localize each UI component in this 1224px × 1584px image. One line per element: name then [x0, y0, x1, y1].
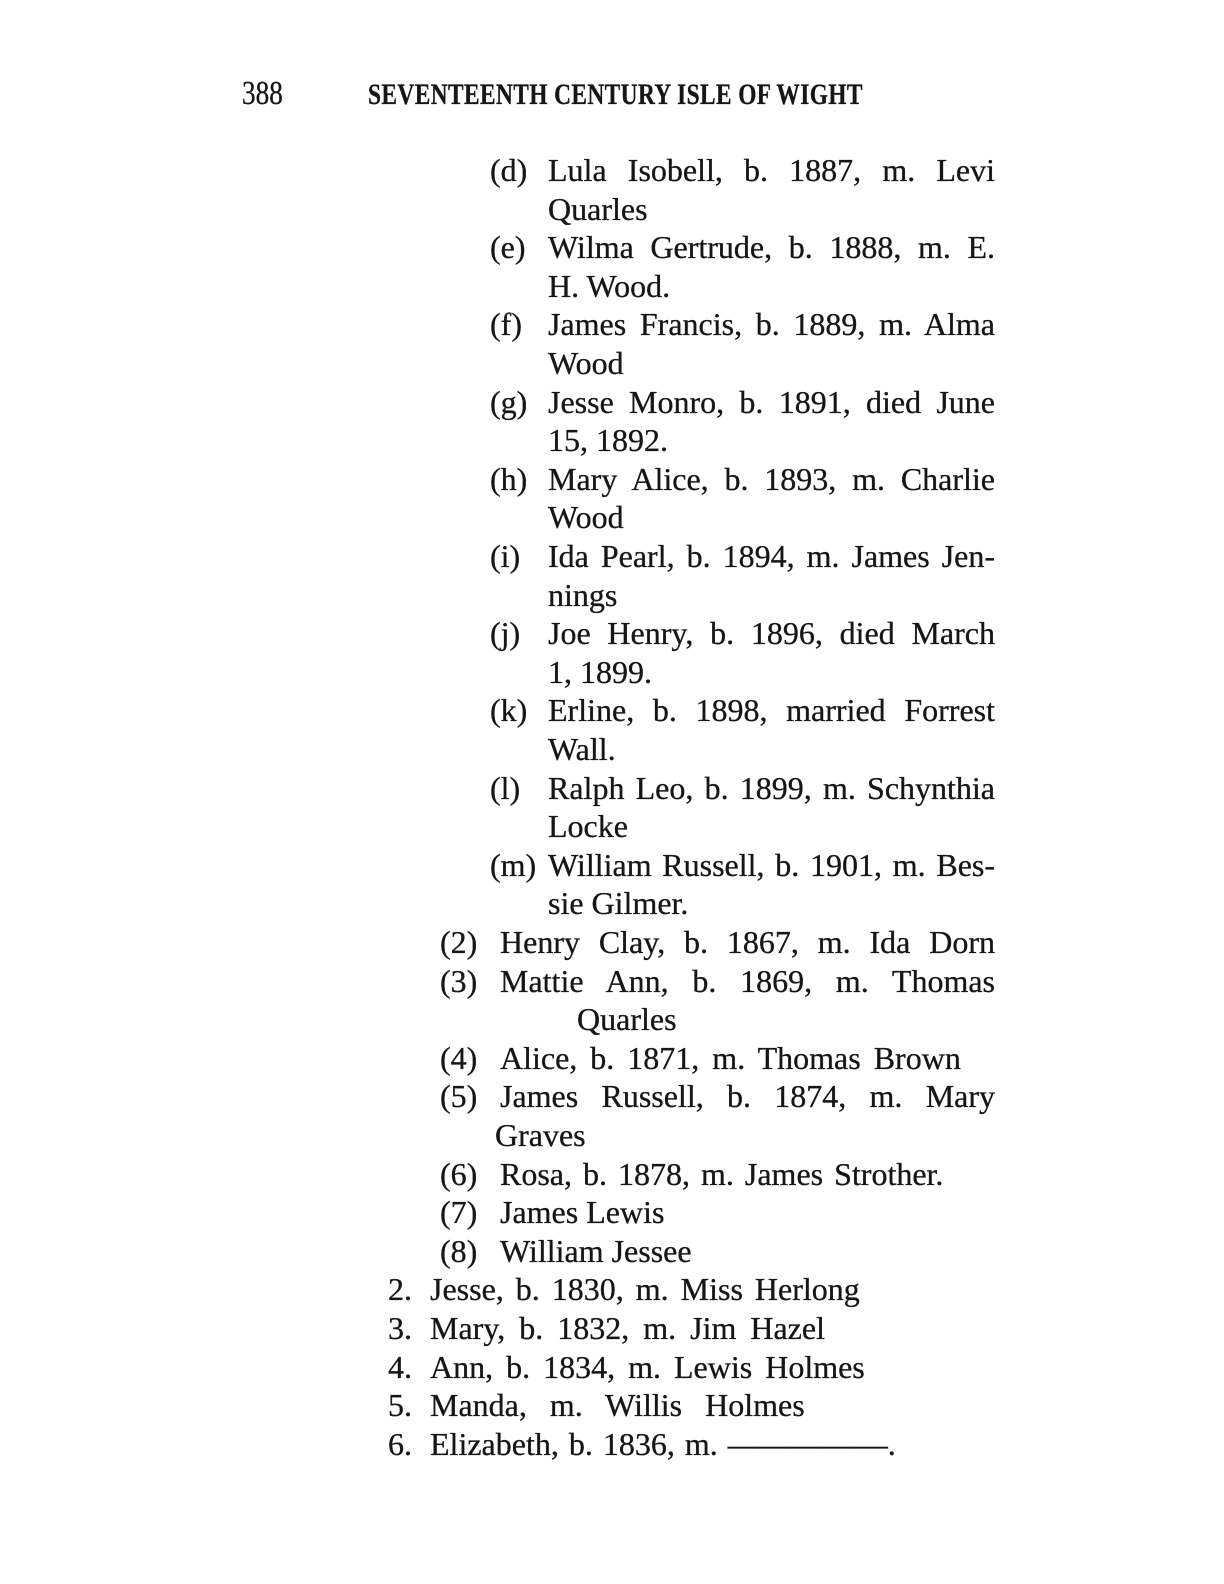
entry-k-line-2: Wall. [548, 731, 616, 767]
entry-6-label: (6) [440, 1156, 478, 1192]
entry-2-label: (2) [440, 924, 478, 960]
entry-5-label: (5) [440, 1078, 478, 1114]
entry-3-text: Mattie Ann, b. 1869, m. Thomas [500, 963, 995, 999]
entry-5-text: James Russell, b. 1874, m. Mary [500, 1078, 995, 1114]
entry-elizabeth-label: 6. [388, 1426, 412, 1462]
entry-i-line-1 [490, 537, 995, 575]
entry-h-label: (h) [490, 461, 528, 497]
entry-k-line-1 [490, 691, 995, 729]
entry-jesse-label: 2. [388, 1271, 412, 1307]
entry-ann-label: 4. [388, 1349, 412, 1385]
entry-jesse-text: Jesse, b. 1830, m. Miss Herlong [430, 1271, 860, 1307]
entry-i-text: Ida Pearl, b. 1894, m. James Jen- [548, 538, 995, 574]
entry-h-line-1 [490, 460, 995, 498]
entry-k-label: (k) [490, 692, 528, 728]
entry-elizabeth-text: Elizabeth, b. 1836, m. —————. [430, 1426, 896, 1462]
entry-f-text: James Francis, b. 1889, m. Alma [548, 306, 995, 342]
entry-m-line-2: sie Gilmer. [548, 885, 689, 921]
entry-f-line-1 [490, 305, 995, 343]
entry-ann-line-1 [388, 1348, 995, 1386]
entry-d-label: (d) [490, 152, 528, 188]
entry-manda-label: 5. [388, 1387, 412, 1423]
entry-e-line-1 [490, 228, 995, 266]
entry-j-line-1 [490, 614, 995, 652]
entry-5-line-1 [440, 1077, 995, 1115]
entry-h-line-2: Wood [548, 499, 624, 535]
entry-g-text: Jesse Monro, b. 1891, died June [548, 384, 995, 420]
entry-8-label: (8) [440, 1233, 478, 1269]
entry-d-text: Lula Isobell, b. 1887, m. Levi [548, 152, 995, 188]
entry-e-line-2: H. Wood. [548, 268, 671, 304]
entry-4-line-1 [440, 1039, 995, 1077]
entry-4-text: Alice, b. 1871, m. Thomas Brown [500, 1040, 961, 1076]
entry-mary-line-1 [388, 1309, 995, 1347]
entry-manda-line-1 [388, 1386, 995, 1424]
entry-g-label: (g) [490, 384, 528, 420]
entry-8-text: William Jessee [500, 1233, 692, 1269]
genealogy-list [0, 151, 1224, 1511]
entry-7-text: James Lewis [500, 1194, 665, 1230]
running-title: SEVENTEENTH CENTURY ISLE OF WIGHT [368, 78, 863, 111]
entry-3-line-2: Quarles [577, 1001, 677, 1037]
entry-7-line-1 [440, 1193, 995, 1231]
entry-m-text: William Russell, b. 1901, m. Bes- [548, 847, 995, 883]
entry-g-line-1 [490, 383, 995, 421]
entry-6-text: Rosa, b. 1878, m. James Strother. [500, 1156, 944, 1192]
entry-elizabeth-line-1 [388, 1425, 995, 1463]
entry-i-line-2: nings [548, 577, 618, 613]
entry-h-text: Mary Alice, b. 1893, m. Charlie [548, 461, 995, 497]
entry-j-line-2: 1, 1899. [548, 654, 652, 690]
entry-j-text: Joe Henry, b. 1896, died March [548, 615, 995, 651]
entry-3-label: (3) [440, 963, 478, 999]
entry-l-line-2: Locke [548, 808, 628, 844]
entry-l-text: Ralph Leo, b. 1899, m. Schynthia [548, 770, 995, 806]
entry-k-text: Erline, b. 1898, married Forrest [548, 692, 995, 728]
entry-ann-text: Ann, b. 1834, m. Lewis Holmes [430, 1349, 865, 1385]
entry-4-label: (4) [440, 1040, 478, 1076]
entry-2-line-1 [440, 923, 995, 961]
entry-5-line-2: Graves [495, 1117, 586, 1153]
entry-e-label: (e) [490, 229, 526, 265]
entry-manda-text: Manda, m. Willis Holmes [430, 1387, 805, 1423]
entry-l-label: (l) [490, 770, 521, 806]
entry-8-line-1 [440, 1232, 995, 1270]
entry-e-text: Wilma Gertrude, b. 1888, m. E. [548, 229, 995, 265]
entry-j-label: (j) [490, 615, 521, 651]
entry-l-line-1 [490, 769, 995, 807]
entry-jesse-line-1 [388, 1270, 995, 1308]
entry-7-label: (7) [440, 1194, 478, 1230]
entry-m-label: (m) [490, 847, 537, 883]
entry-mary-label: 3. [388, 1310, 412, 1346]
entry-m-line-1 [490, 846, 995, 884]
entry-2-text: Henry Clay, b. 1867, m. Ida Dorn [500, 924, 995, 960]
entry-3-line-1 [440, 962, 995, 1000]
entry-i-label: (i) [490, 538, 521, 574]
entry-d-line-2: Quarles [548, 191, 648, 227]
entry-d-line-1 [490, 151, 995, 189]
entry-6-line-1 [440, 1155, 995, 1193]
entry-g-line-2: 15, 1892. [548, 422, 668, 458]
entry-f-line-2: Wood [548, 345, 624, 381]
page-number: 388 [242, 75, 283, 112]
entry-f-label: (f) [490, 306, 522, 342]
entry-mary-text: Mary, b. 1832, m. Jim Hazel [430, 1310, 825, 1346]
